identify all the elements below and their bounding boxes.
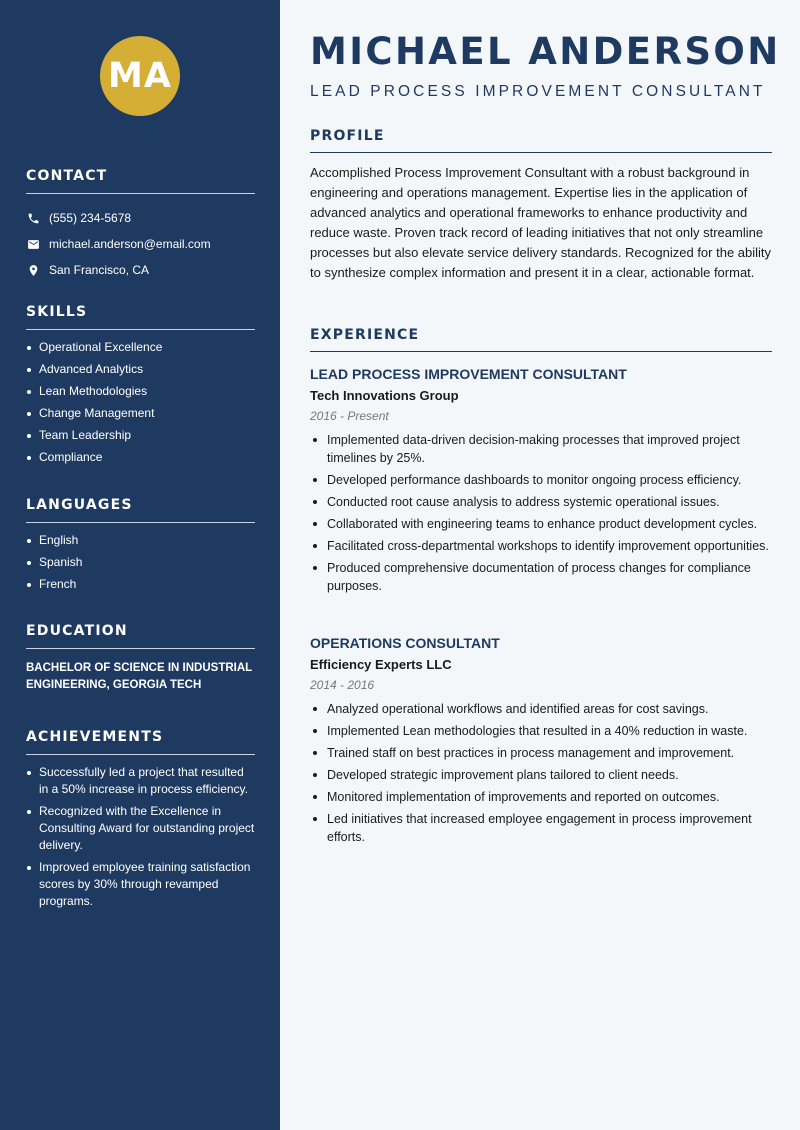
list-item: Compliance [26, 449, 255, 466]
job-bullets [310, 431, 772, 595]
list-item: Implemented Lean methodologies that resulted in a 40% reduction in waste. [310, 722, 772, 740]
skills-list [26, 339, 255, 466]
profile-heading: PROFILE [310, 128, 772, 153]
list-item: Led initiatives that increased employee engagement in process improvement efforts. [310, 810, 772, 846]
location-pin-icon [26, 263, 40, 277]
achievements-section [26, 729, 255, 915]
mail-icon [26, 237, 40, 251]
job-company: Efficiency Experts LLC [310, 657, 452, 672]
candidate-name: MICHAEL ANDERSON [310, 30, 781, 73]
list-item: Recognized with the Excellence in Consulting Award for outstanding project delivery. [26, 803, 255, 854]
list-item: Collaborated with engineering teams to enhance product development cycles. [310, 515, 772, 533]
list-item: Team Leadership [26, 427, 255, 444]
list-item: Developed strategic improvement plans tailored to client needs. [310, 766, 772, 784]
list-item: Developed performance dashboards to monitor ongoing process efficiency. [310, 471, 772, 489]
list-item: Monitored implementation of improvements and reported on outcomes. [310, 788, 772, 806]
list-item: French [26, 576, 255, 593]
languages-heading: LANGUAGES [26, 497, 255, 523]
list-item: Change Management [26, 405, 255, 422]
languages-list [26, 532, 255, 593]
contact-phone [26, 205, 255, 231]
job-company: Tech Innovations Group [310, 388, 459, 403]
avatar-initials: MA [100, 36, 180, 116]
phone-icon [26, 211, 40, 225]
list-item: Produced comprehensive documentation of process changes for compliance purposes. [310, 559, 772, 595]
candidate-role: LEAD PROCESS IMPROVEMENT CONSULTANT [310, 83, 766, 100]
achievements-heading: ACHIEVEMENTS [26, 729, 255, 755]
list-item: Advanced Analytics [26, 361, 255, 378]
job-title: LEAD PROCESS IMPROVEMENT CONSULTANT [310, 366, 627, 382]
job-dates: 2014 - 2016 [310, 678, 375, 692]
email-text: michael.anderson@email.com [49, 237, 211, 251]
location-text: San Francisco, CA [49, 263, 150, 277]
achievements-list [26, 764, 255, 910]
list-item: Spanish [26, 554, 255, 571]
list-item: Improved employee training satisfaction scores by 30% through revamped programs. [26, 859, 255, 910]
list-item: Conducted root cause analysis to address systemic operational issues. [310, 493, 772, 511]
languages-section [26, 497, 255, 598]
education-degree: BACHELOR OF SCIENCE IN INDUSTRIAL ENGINEERING, GEORGIA TECH [26, 662, 252, 691]
list-item: English [26, 532, 255, 549]
list-item: Successfully led a project that resulted in a 50% increase in process efficiency. [26, 764, 255, 798]
job-bullets [310, 700, 772, 846]
phone-text: (555) 234-5678 [49, 211, 132, 225]
contact-section [26, 168, 255, 283]
contact-heading: CONTACT [26, 168, 255, 194]
sidebar [0, 0, 280, 1130]
profile-text: Accomplished Process Improvement Consultant with a robust background in engineering and operations management. Expertise lies in the application of advanced analytics and operational frameworks to enhance productivity and reduce waste. Proven track record of leading initiatives that not only streamline processes but also elevate service delivery standards. Recognized for the ability to synthesize complex information and present it in a clear, actionable format. [310, 165, 772, 280]
job-entry [310, 366, 772, 599]
skills-heading: SKILLS [26, 304, 255, 330]
education-section [26, 623, 255, 694]
job-dates: 2016 - Present [310, 409, 389, 423]
list-item: Lean Methodologies [26, 383, 255, 400]
list-item: Facilitated cross-departmental workshops to identify improvement opportunities. [310, 537, 772, 555]
list-item: Trained staff on best practices in process management and improvement. [310, 744, 772, 762]
list-item: Implemented data-driven decision-making processes that improved project timelines by 25%. [310, 431, 772, 467]
list-item: Operational Excellence [26, 339, 255, 356]
contact-email [26, 231, 255, 257]
contact-location [26, 257, 255, 283]
experience-heading: EXPERIENCE [310, 327, 772, 352]
list-item: Analyzed operational workflows and identified areas for cost savings. [310, 700, 772, 718]
education-heading: EDUCATION [26, 623, 255, 649]
job-title: OPERATIONS CONSULTANT [310, 635, 500, 651]
job-entry [310, 635, 772, 850]
contact-list [26, 205, 255, 283]
skills-section [26, 304, 255, 471]
